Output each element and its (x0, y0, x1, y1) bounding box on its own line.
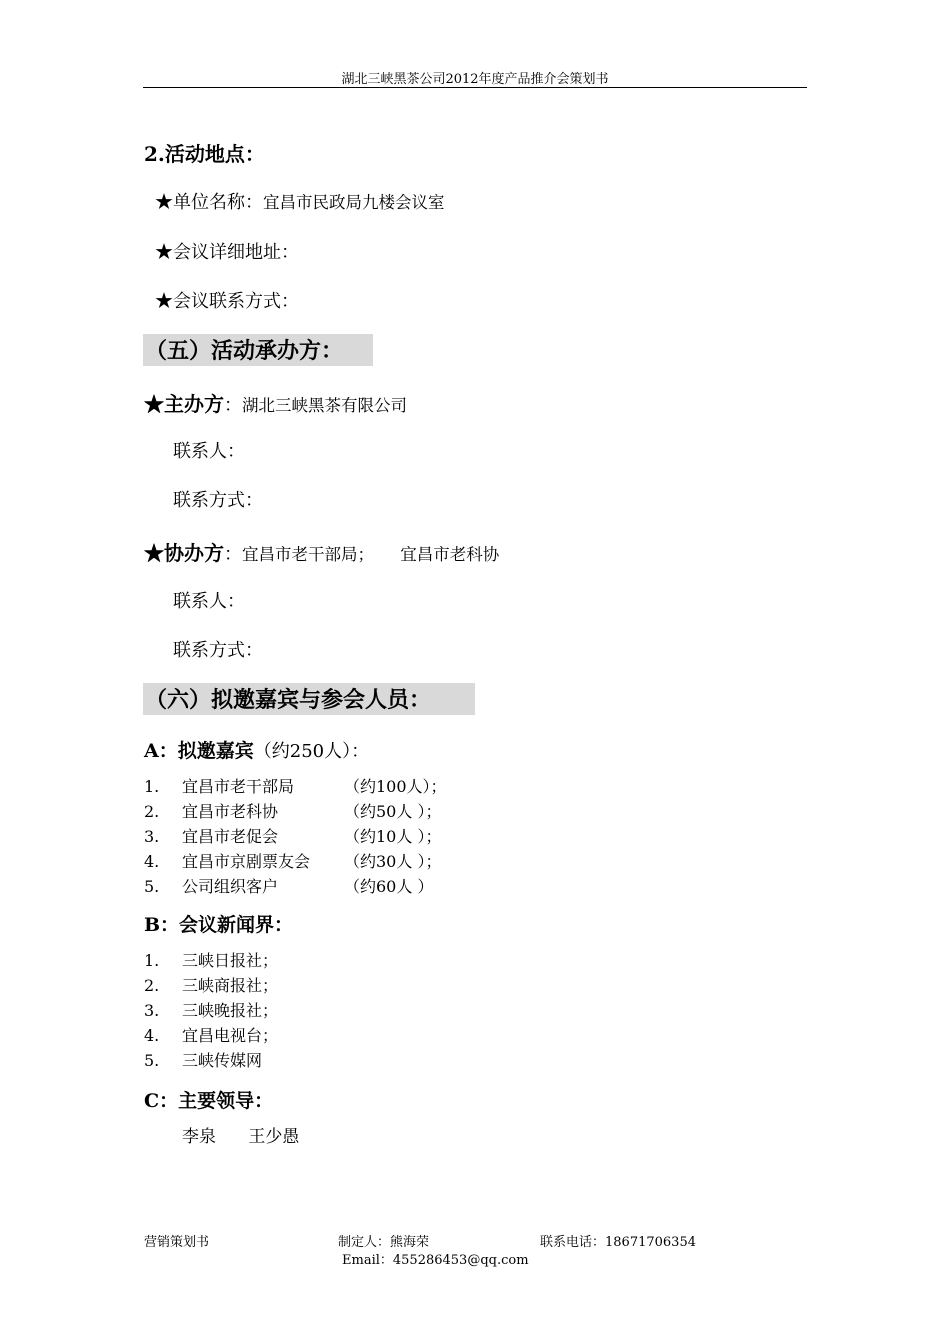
host-contact-person: 联系人： (173, 441, 245, 462)
host-value: 湖北三峡黑茶有限公司 (242, 396, 407, 415)
guests-c-heading: C：主要领导： (144, 1090, 274, 1112)
guests-c-names: 李泉 王少愚 (182, 1127, 300, 1147)
footer-left: 营销策划书 (144, 1235, 210, 1250)
co-host-colon: ： (224, 544, 242, 565)
list-item: 2. 宜昌市老科协 （约50人 ）； (144, 802, 442, 821)
footer-phone: 联系电话：18671706354 (540, 1235, 696, 1250)
venue-heading: 2.活动地点： (144, 142, 265, 166)
guests-b-heading: B：会议新闻界： (144, 914, 294, 936)
co-host-value: 宜昌市老干部局； 宜昌市老科协 (242, 545, 500, 564)
list-item: 1. 三峡日报社； (144, 951, 279, 970)
venue-address-label: ★会议详细地址： (155, 242, 299, 263)
list-item: 4. 宜昌市京剧票友会 （约30人 ）； (144, 852, 442, 871)
host-contact-method: 联系方式： (173, 490, 263, 511)
co-host-line (144, 537, 499, 566)
co-host-label: ★协办方 (144, 541, 224, 565)
guests-a-list (144, 774, 447, 899)
list-item: 2. 三峡商报社； (144, 976, 279, 995)
guests-a-heading-bold: A：拟邀嘉宾 (144, 740, 254, 762)
list-item: 5. 三峡传媒网 (144, 1051, 263, 1070)
venue-contact-label: ★会议联系方式： (155, 291, 299, 312)
co-host-contact-person: 联系人： (173, 591, 245, 612)
section-guests-title: （六）拟邀嘉宾与参会人员： (143, 683, 475, 715)
venue-unit-value: 宜昌市民政局九楼会议室 (263, 193, 445, 212)
guests-b-list (144, 948, 278, 1073)
footer-author: 制定人：熊海荣 (338, 1235, 430, 1250)
host-line (144, 388, 407, 417)
venue-unit-label: ★单位名称： (155, 192, 263, 213)
document-header-title: 湖北三峡黑茶公司2012年度产品推介会策划书 (341, 72, 609, 87)
list-item: 4. 宜昌电视台； (144, 1026, 279, 1045)
footer-email: Email：455286453@qq.com (342, 1253, 529, 1268)
venue-unit-line (155, 188, 445, 214)
section-organizers-title: （五）活动承办方： (143, 334, 373, 366)
list-item: 1. 宜昌市老干部局 （约100人）； (144, 777, 447, 796)
list-item: 3. 宜昌市老促会 （约10人 ）； (144, 827, 442, 846)
list-item: 3. 三峡晚报社； (144, 1001, 279, 1020)
guests-a-heading-count: （约250人）： (253, 741, 370, 762)
header-divider (143, 87, 807, 88)
co-host-contact-method: 联系方式： (173, 640, 263, 661)
host-label: ★主办方 (144, 392, 224, 416)
list-item: 5. 公司组织客户 （约60人 ） (144, 877, 434, 896)
host-colon: ： (224, 395, 242, 416)
guests-a-heading (144, 736, 369, 763)
